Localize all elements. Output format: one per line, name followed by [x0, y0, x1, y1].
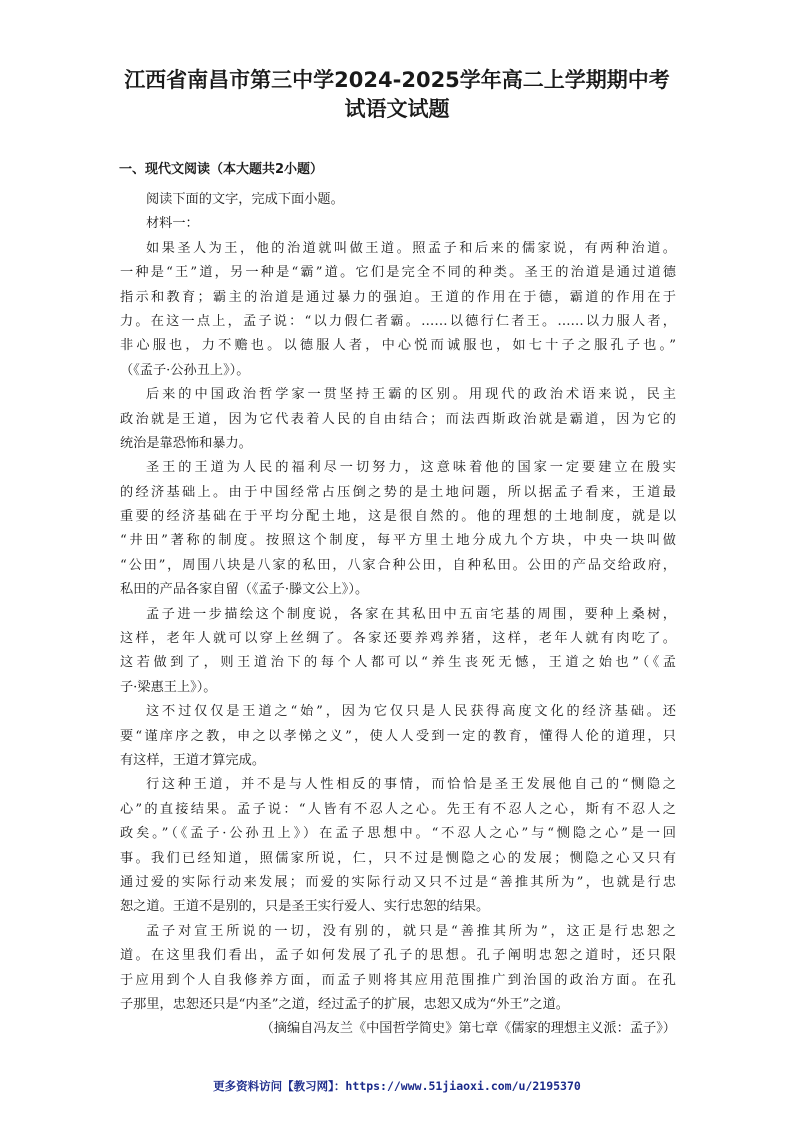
passage-line: 这若做到了，则王道治下的每个人都可以“养生丧死无憾，王道之始也”（《孟	[120, 655, 676, 671]
passage-line: （《孟子·公孙丑上》）。	[120, 362, 250, 378]
passage-line: 恕之道。王道不是别的，只是圣王实行爱人、实行忠恕的结果。	[120, 899, 490, 915]
source-citation: （摘编自冯友兰《中国哲学简史》第七章《儒家的理想主义派：孟子》）	[260, 1021, 676, 1037]
title-line-1: 江西省南昌市第三中学2024-2025学年高二上学期期中考	[124, 68, 670, 92]
passage-line: 这不过仅仅是王道之“始”，因为它仅只是人民获得高度文化的经济基础。还	[146, 704, 676, 720]
passage-body	[120, 188, 676, 1042]
passage-line: 子那里，忠恕还只是“内圣”之道，经过孟子的扩展，忠恕又成为“外王”之道。	[120, 996, 569, 1012]
passage-line: 力。在这一点上，孟子说：“以力假仁者霸。……以德行仁者王。……以力服人者，	[120, 313, 676, 329]
passage-line: 于应用到个人自我修养方面，而孟子则将其应用范围推广到治国的政治方面。在孔	[120, 972, 676, 988]
footer-link[interactable]: 更多资料访问【教习网】：https://www.51jiaoxi.com/u/2195370	[213, 1079, 581, 1093]
passage-line: 后来的中国政治哲学家一贯坚持王霸的区别。用现代的政治术语来说，民主	[146, 387, 676, 403]
passage-line: 圣王的王道为人民的福利尽一切努力，这意味着他的国家一定要建立在殷实	[146, 460, 676, 476]
passage-line: 有这样，王道才算完成。	[120, 752, 266, 768]
passage-line: 孟子进一步描绘这个制度说，各家在其私田中五亩宅基的周围，要种上桑树，	[146, 606, 676, 622]
passage-line: 道。在这里我们看出，孟子如何发展了孔子的思想。孔子阐明忠恕之道时，还只限	[120, 948, 676, 964]
section-heading: 一、现代文阅读（本大题共2小题）	[119, 162, 324, 177]
passage-line: 这样，老年人就可以穿上丝绸了。各家还要养鸡养猪，这样，老年人就有肉吃了。	[120, 631, 676, 647]
passage-line: 政治就是王道，因为它代表着人民的自由结合；而法西斯政治就是霸道，因为它的	[120, 411, 676, 427]
passage-line: 要“谨庠序之教，申之以孝悌之义”，使人人受到一定的教育，懂得人伦的道理，只	[120, 728, 676, 744]
passage-line: 政矣。”（《孟子·公孙丑上》）在孟子思想中。“不忍人之心”与“恻隐之心”是一回	[120, 826, 676, 842]
passage-line: 非心服也，力不赡也。以德服人者，中心悦而诚服也，如七十子之服孔子也。”	[120, 338, 676, 354]
document-title	[100, 66, 694, 124]
passage-line: 私田的产品各家自留（《孟子·滕文公上》）。	[120, 582, 369, 598]
passage-line: 行这种王道，并不是与人性相反的事情，而恰恰是圣王发展他自己的“恻隐之	[146, 777, 676, 793]
passage-line: 事。我们已经知道，照儒家所说，仁，只不过是恻隐之心的发展；恻隐之心又只有	[120, 850, 676, 866]
passage-line: 通过爱的实际行动来发展；而爱的实际行动又只不过是“善推其所为”，也就是行忠	[120, 874, 676, 890]
passage-line: 阅读下面的文字，完成下面小题。	[146, 192, 344, 207]
passage-line: 孟子对宣王所说的一切，没有别的，就只是“善推其所为”，这正是行忠恕之	[146, 923, 676, 939]
passage-line: 一种是“王”道，另一种是“霸”道。它们是完全不同的种类。圣王的治道是通过道德	[120, 265, 676, 281]
passage-line: 统治是靠恐怖和暴力。	[120, 435, 252, 451]
passage-line: 子·梁惠王上》）。	[120, 679, 217, 695]
passage-line: “公田”，周围八块是八家的私田，八家合种公田，自种私田。公田的产品交给政府，	[120, 557, 676, 573]
passage-line: 心”的直接结果。孟子说：“人皆有不忍人之心。先王有不忍人之心，斯有不忍人之	[120, 801, 676, 817]
title-line-2: 试语文试题	[344, 97, 450, 121]
passage-line: “井田”著称的制度。按照这个制度，每平方里土地分成九个方块，中央一块叫做	[120, 533, 676, 549]
passage-line: 指示和教育；霸主的治道是通过暴力的强迫。王道的作用在于德，霸道的作用在于	[120, 289, 676, 305]
passage-line: 重要的经济基础在于平均分配土地，这是很自然的。他的理想的土地制度，就是以	[120, 509, 676, 525]
passage-line: 材料一：	[146, 216, 199, 232]
passage-line: 的经济基础上。由于中国经常占压倒之势的是土地问题，所以据孟子看来，王道最	[120, 484, 676, 500]
passage-line: 如果圣人为王，他的治道就叫做王道。照孟子和后来的儒家说，有两种治道。	[146, 240, 676, 256]
